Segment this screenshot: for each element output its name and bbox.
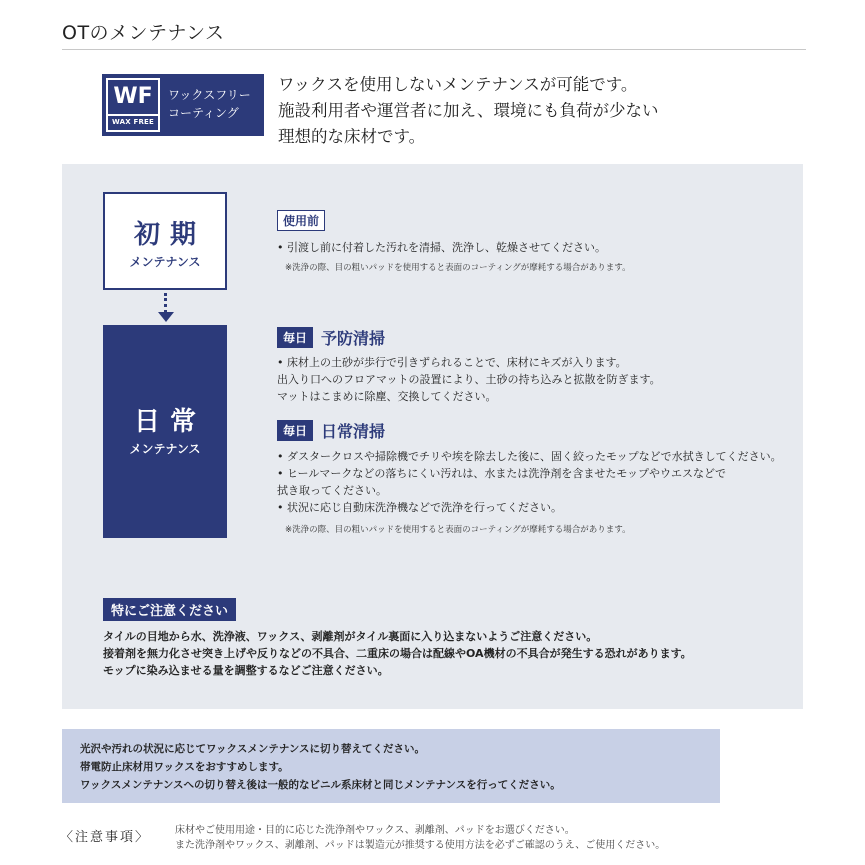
wf-logo-caption: WAX FREE: [108, 114, 158, 126]
wf-logo: [106, 78, 160, 132]
daily-heading: 日常: [133, 407, 206, 437]
initial-maintenance-box: [103, 192, 227, 290]
title-divider: [62, 49, 806, 50]
preventive-body: • 床材上の土砂が歩行で引きずられることで、床材にキズが入ります。 出入り口へのフロアマットの設置により、土砂の持ち込みと拡散を防ぎます。 マットはこまめに除塵、交換してください。: [277, 356, 661, 403]
wax-maintenance-text: 光沢や汚れの状況に応じてワックスメンテナンスに切り替えてください。 帯電防止床材用ワックスをおすすめします。 ワックスメンテナンスへの切り替え後は一般的なビニル系床材と同じメンテナンスを行ってください。: [80, 743, 561, 791]
wax-maintenance-box: [62, 729, 720, 803]
preventive-header: [277, 326, 385, 349]
daily-cleaning-note: ※洗浄の際、目の粗いパッドを使用すると表面のコーティングが摩耗する場合があります。: [285, 525, 631, 535]
daily-tag: 毎日: [277, 420, 313, 441]
daily-subheading: メンテナンス: [129, 442, 201, 456]
wax-free-badge: [102, 74, 264, 136]
caution-tag: 特にご注意ください: [103, 598, 236, 621]
before-use-note: ※洗浄の際、目の粗いパッドを使用すると表面のコーティングが摩耗する場合があります。: [285, 263, 631, 273]
notice-label: 〈注意事項〉: [60, 830, 151, 845]
before-use-tag: 使用前: [277, 210, 325, 231]
daily-tag: 毎日: [277, 327, 313, 348]
badge-label: ワックスフリー コーティング: [168, 88, 251, 120]
wf-logo-mark: WF: [113, 84, 153, 109]
intro-text: ワックスを使用しないメンテナンスが可能です。 施設利用者や運営者に加え、環境にも負荷が少ない 理想的な床材です。: [278, 75, 659, 146]
daily-cleaning-body: • ダスタークロスや掃除機でチリや埃を除去した後に、固く絞ったモップなどで水拭きしてください。 • ヒールマークなどの落ちにくい汚れは、水または洗浄剤を含ませたモップやウエスなどで 拭き取ってください。 • 状況に応じ自動床洗浄機などで洗浄を行ってください。: [277, 450, 782, 514]
arrow-down-icon: [158, 312, 174, 322]
before-use-body: • 引渡し前に付着した汚れを清掃、洗浄し、乾燥させてください。: [277, 241, 606, 254]
daily-maintenance-box: [103, 325, 227, 538]
notice-text: 床材やご使用用途・目的に応じた洗浄剤やワックス、剥離剤、パッドをお選びください。 また洗浄剤やワックス、剥離剤、パッドは製造元が推奨する使用方法を必ずご確認のうえ、ご使用ください。: [175, 825, 666, 851]
caution-body: タイルの目地から水、洗浄液、ワックス、剥離剤がタイル裏面に入り込まないようご注意ください。 接着剤を無力化させ突き上げや反りなどの不具合、二重床の場合は配線やOA機材の不具合が発生する恐れがあります。 モップに染み込ませる量を調整するなどご注意ください。: [103, 630, 692, 677]
daily-cleaning-header: [277, 419, 385, 442]
flow-dotted-line: [164, 293, 170, 313]
page-title: OTのメンテナンス: [62, 22, 225, 44]
daily-cleaning-title: 日常清掃: [321, 422, 386, 441]
initial-heading: 初期: [133, 220, 206, 250]
initial-subheading: メンテナンス: [129, 255, 201, 269]
preventive-title: 予防清掃: [321, 329, 386, 348]
